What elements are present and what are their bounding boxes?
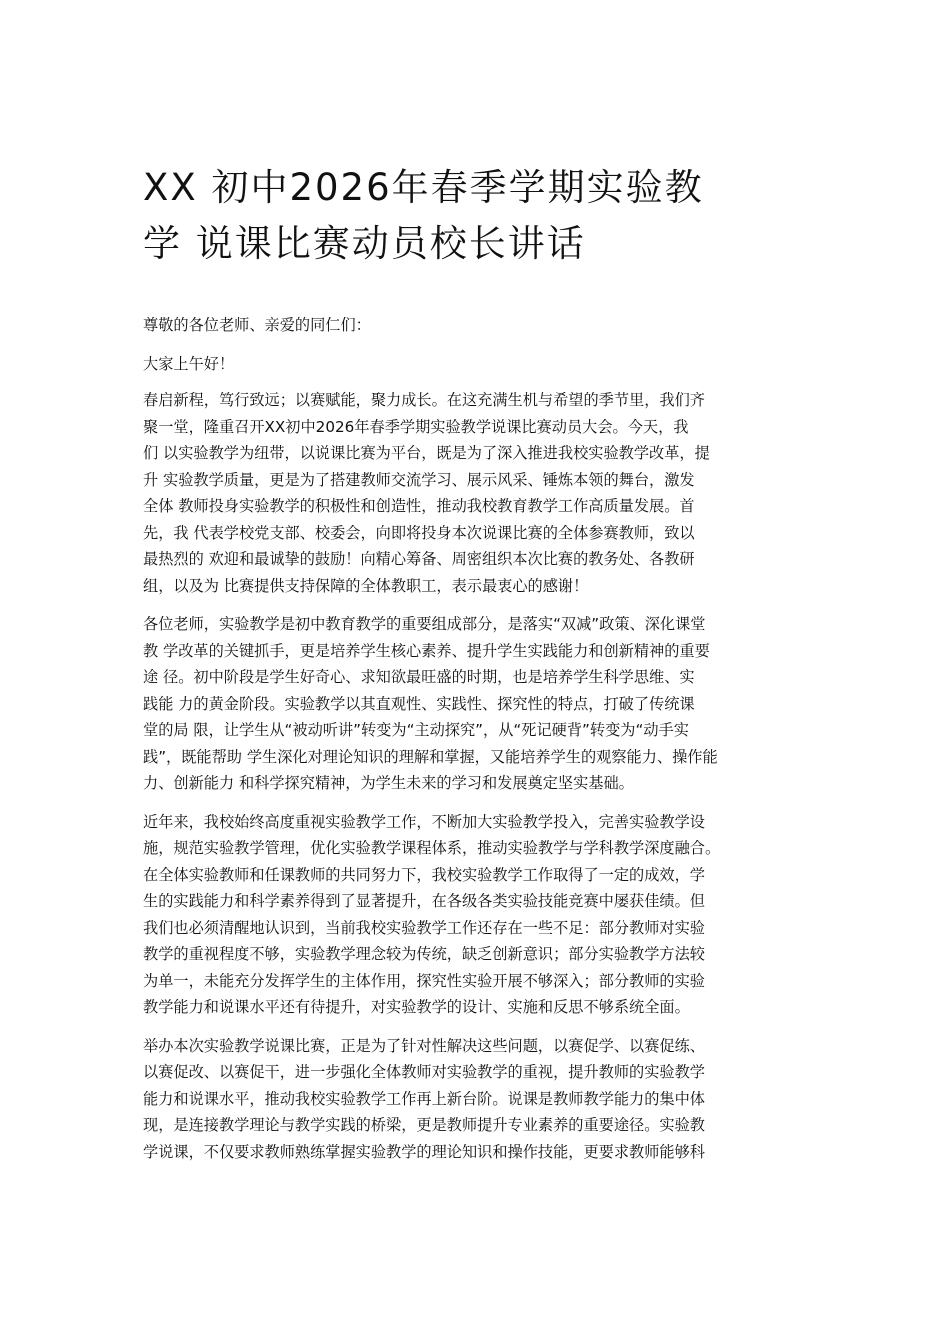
text-line: 教 学改革的关键抓手，更是培养学生核心素养、提升学生实践能力和创新精神的重要 [143,641,710,660]
salutation: 尊敬的各位老师、亲爱的同仁们： [143,316,371,334]
text-line: 生的实践能力和科学素养得到了显著提升，在各级各类实验技能竞赛中屡获佳绩。但 [143,892,705,910]
text-line: 各位老师，实验教学是初中教育教学的重要组成部分，是落实“双减”政策、深化课堂 [143,615,706,633]
text-line: 升 实验教学质量，更是为了搭建教师交流学习、展示风采、锤炼本领的舞台，激发 [143,470,695,489]
title-line: XX 初中2026年春季学期实验教 [143,166,704,209]
paragraph-2 [143,611,823,797]
text-line: 教学的重视程度不够，实验教学理念较为传统，缺乏创新意识；部分实验教学方法较 [143,945,705,963]
text-line: 力、创新能力 和科学探究精神，为学生未来的学习和发展奠定坚实基础。 [143,774,634,792]
text-line: 举办本次实验教学说课比赛，正是为了针对性解决这些问题，以赛促学、以赛促练、 [143,1036,705,1055]
text-line: 在全体实验教师和任课教师的共同努力下，我校实验教学工作取得了一定的成效，学 [143,865,705,884]
document-title [143,160,823,272]
document-body [143,312,823,1177]
text-line: 组，以及为 比赛提供支持保障的全体教职工，表示最衷心的感谢！ [143,576,589,595]
text-line: 堂的局 限，让学生从“被动听讲”转变为“主动探究”，从“死记硬背”转变为“动手实 [143,721,689,739]
text-line: 教学能力和说课水平还有待提升，对实验教学的设计、实施和反思不够系统全面。 [143,998,690,1016]
text-line: 聚一堂，隆重召开XX初中2026年春季学期实验教学说课比赛动员大会。今天，我 [143,417,689,436]
paragraph-1 [143,387,823,599]
text-line: 春启新程，笃行致远；以赛赋能，聚力成长。在这充满生机与希望的季节里，我们齐 [143,391,705,409]
text-line: 现，是连接教学理论与教学实践的桥梁，更是教师提升专业素养的重要途径。实验教 [143,1116,705,1134]
paragraph-4 [143,1033,823,1166]
text-line: 我们也必须清醒地认识到，当前我校实验教学工作还存在一些不足：部分教师对实验 [143,918,705,937]
title-line: 学 说课比赛动员校长讲话 [143,222,586,265]
text-line: 先，我 代表学校党支部、校委会，向即将投身本次说课比赛的全体参赛教师，致以 [143,523,695,542]
text-line: 施，规范实验教学管理，优化实验教学课程体系，推动实验教学与学科教学深度融合。 [143,839,721,857]
text-line: 最热烈的 欢迎和最诚挚的鼓励！向精心筹备、周密组织本次比赛的教务处、各教研 [143,550,695,568]
text-line: 全体 教师投身实验教学的积极性和创造性，推动我校教育教学工作高质量发展。首 [143,497,695,515]
text-line: 为单一，未能充分发挥学生的主体作用，探究性实验开展不够深入；部分教师的实验 [143,971,705,990]
text-line: 近年来，我校始终高度重视实验教学工作，不断加大实验教学投入，完善实验教学设 [143,812,705,831]
text-line: 践能 力的黄金阶段。实验教学以其直观性、实践性、探究性的特点，打破了传统课 [143,694,695,713]
text-line: 能力和说课水平，推动我校实验教学工作再上新台阶。说课是教师教学能力的集中体 [143,1089,705,1108]
text-line: 途 径。初中阶段是学生好奇心、求知欲最旺盛的时期，也是培养学生科学思维、实 [143,668,695,686]
paragraph-3 [143,809,823,1021]
text-line: 践”，既能帮助 学生深化对理论知识的理解和掌握，又能培养学生的观察能力、操作能 [143,747,718,766]
text-line: 们 以实验教学为纽带，以说课比赛为平台，既是为了深入推进我校实验教学改革，提 [143,444,710,462]
text-line: 学说课，不仅要求教师熟练掌握实验教学的理论知识和操作技能，更要求教师能够科 [143,1142,705,1161]
greeting: 大家上午好！ [143,354,235,373]
text-line: 以赛促改、以赛促干，进一步强化全体教师对实验教学的重视，提升教师的实验教学 [143,1063,705,1081]
